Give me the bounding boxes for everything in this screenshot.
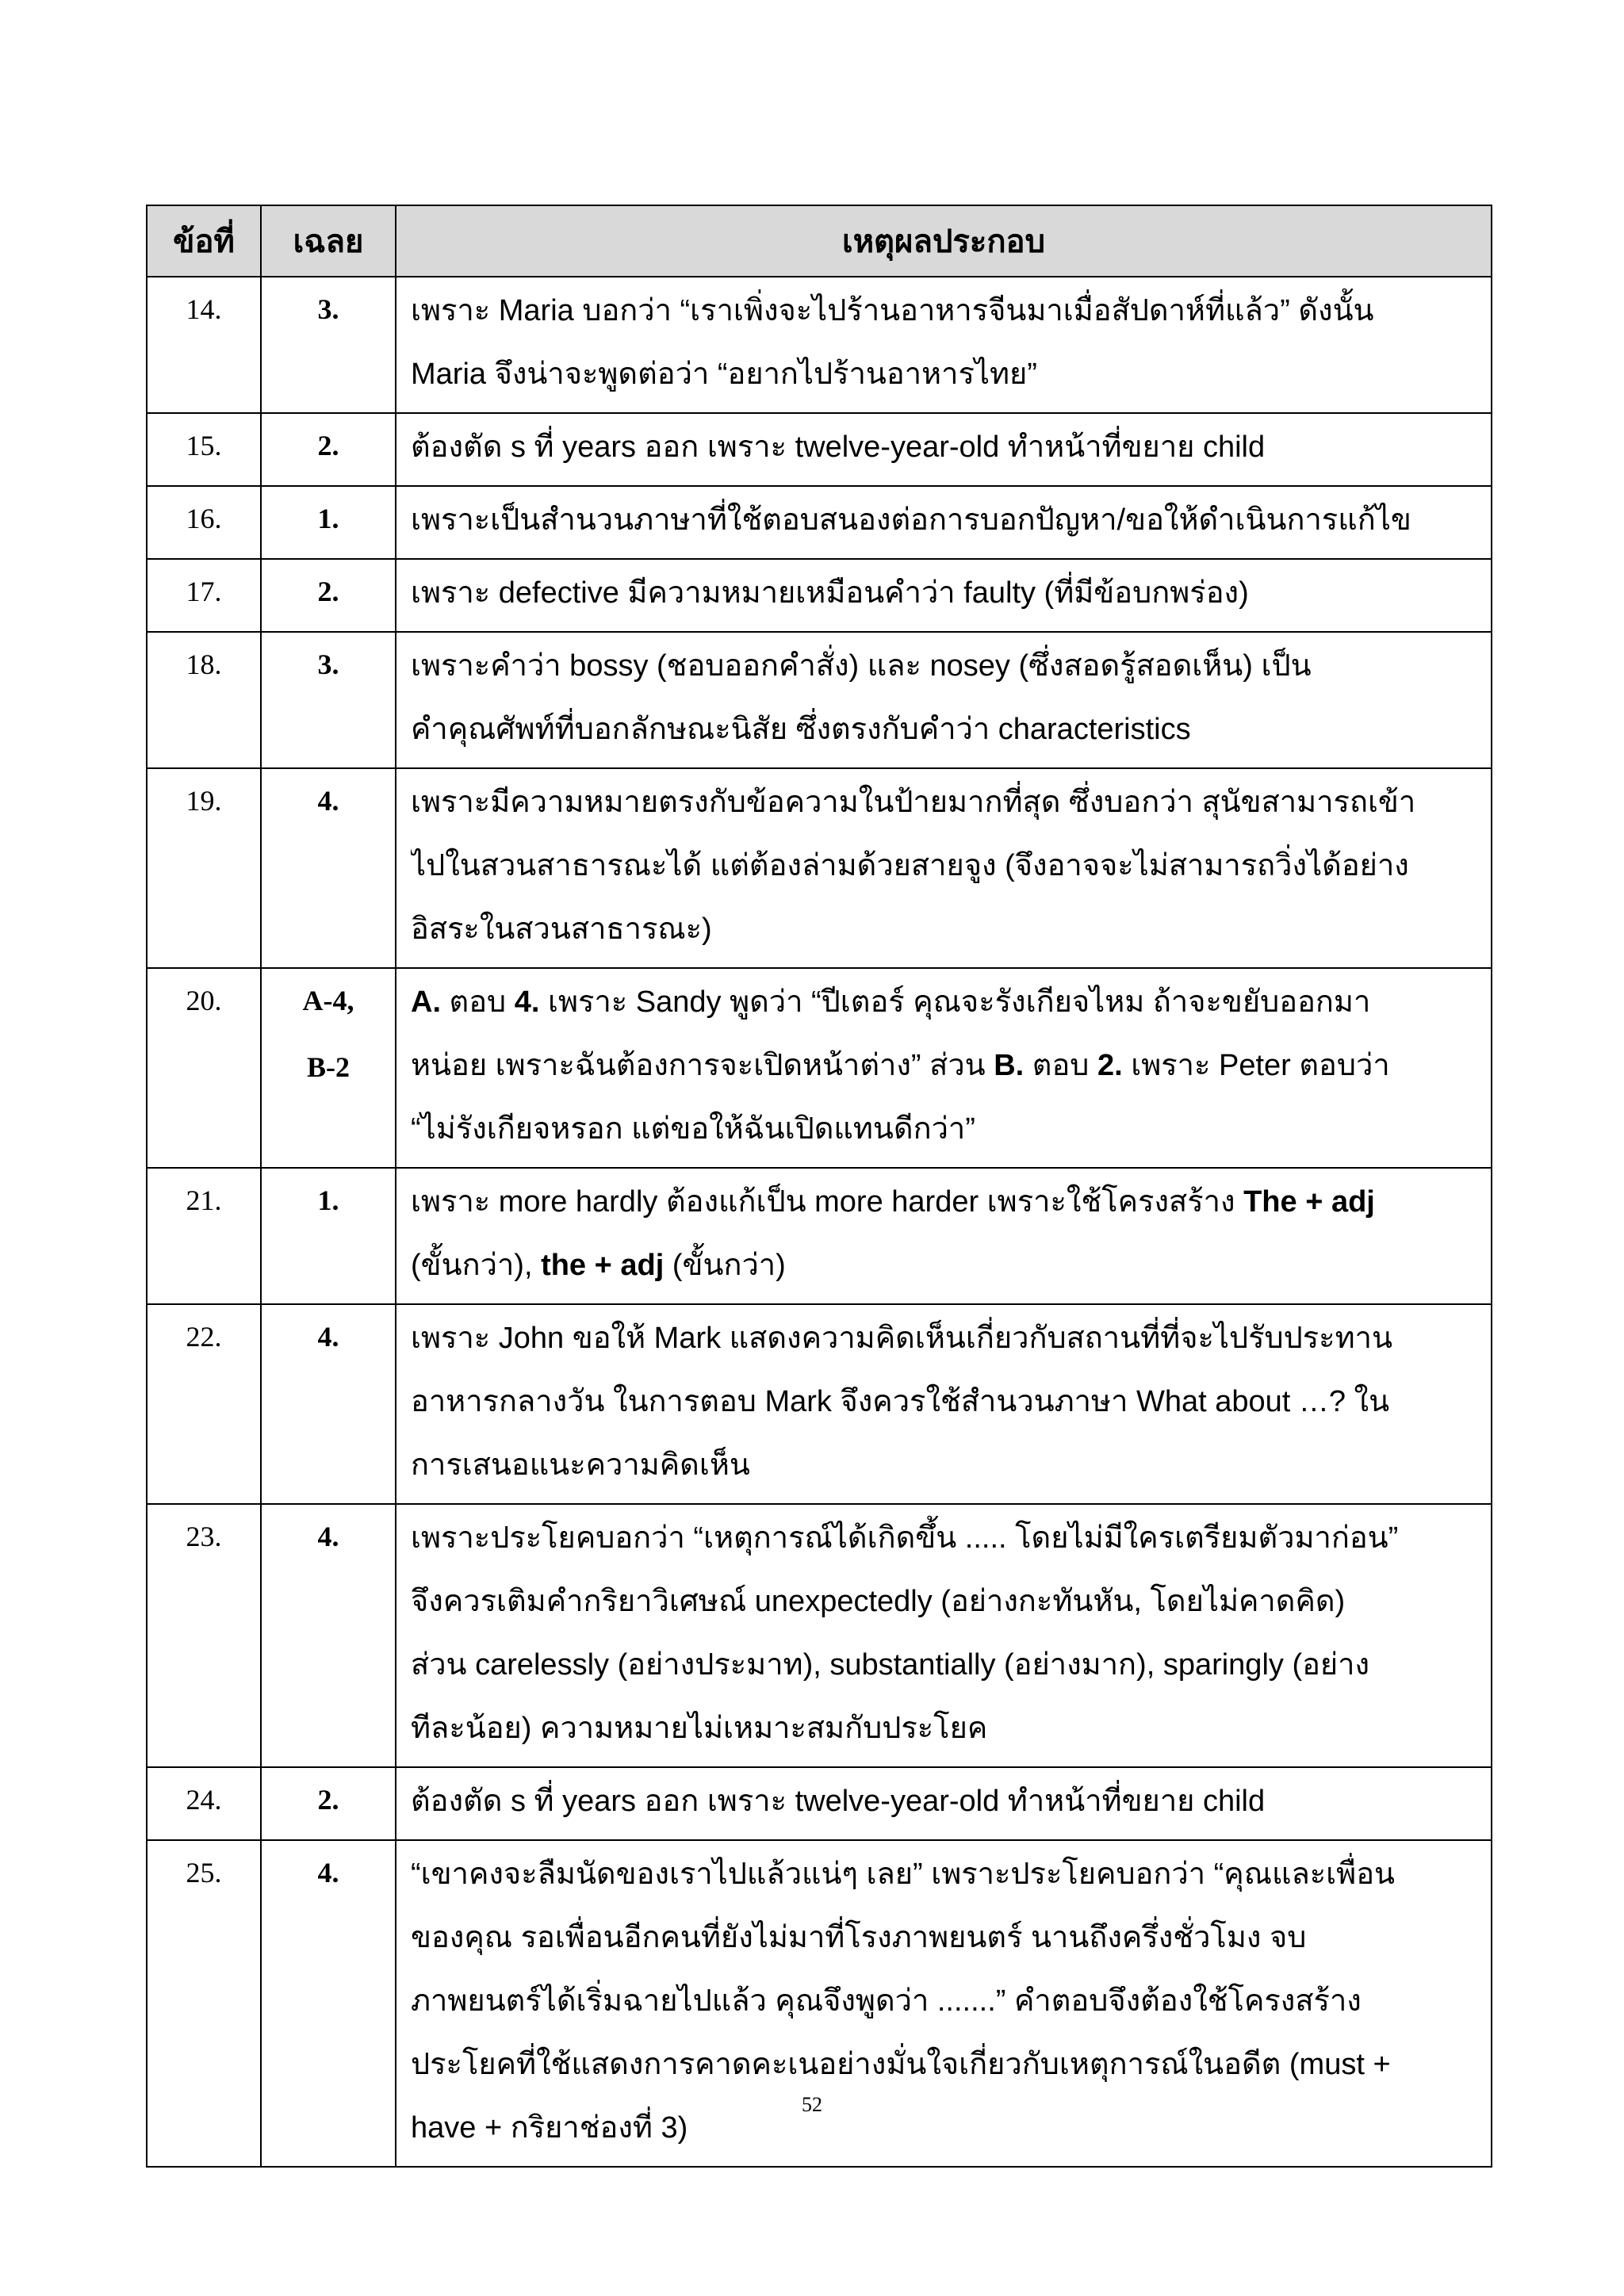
answer-cell	[261, 277, 396, 413]
item-number: 15.	[186, 430, 222, 461]
reason-line	[411, 1843, 1480, 1906]
reason-cell	[396, 768, 1492, 968]
reason-text: “เขาคงจะลืมนัดของเราไปแล้วแน่ๆ เลย” เพราะประโยคบอกว่า “คุณและเพื่อน	[411, 1858, 1395, 1891]
table-header-row	[147, 205, 1492, 277]
reason-line	[411, 1307, 1480, 1370]
reason-text: เพราะ Peter ตอบว่า	[1122, 1049, 1390, 1082]
table-row	[147, 968, 1492, 1168]
answer-cell	[261, 413, 396, 486]
table-row	[147, 768, 1492, 968]
answer-value: 2.	[317, 576, 339, 607]
header-reason: เหตุผลประกอบ	[396, 205, 1492, 277]
reason-text: เพราะ Maria บอกว่า “เราเพิ่งจะไปร้านอาหารจีนมาเมื่อสัปดาห์ที่แล้ว” ดังนั้น	[411, 294, 1374, 327]
table-row	[147, 1504, 1492, 1767]
table-row	[147, 1304, 1492, 1504]
item-number-cell	[147, 559, 261, 632]
item-number: 18.	[186, 649, 222, 680]
reason-text: ของคุณ รอเพื่อนอีกคนที่ยังไม่มาที่โรงภาพยนตร์ นานถึงครึ่งชั่วโมง จบ	[411, 1921, 1307, 1954]
reason-text: ไปในสวนสาธารณะได้ แต่ต้องล่ามด้วยสายจูง (จึงอาจจะไม่สามารถวิ่งได้อย่าง	[411, 849, 1409, 882]
reason-bold-text: The + adj	[1243, 1185, 1375, 1219]
answer-cell	[261, 1304, 396, 1504]
reason-line	[411, 1170, 1480, 1234]
reason-line	[411, 1969, 1480, 2033]
answer-cell	[261, 1504, 396, 1767]
reason-line	[411, 1770, 1480, 1833]
reason-line	[411, 1506, 1480, 1570]
item-number-cell	[147, 1767, 261, 1840]
item-number-cell	[147, 486, 261, 559]
reason-text: เพราะคำว่า bossy (ชอบออกคำสั่ง) และ nosey (ซึ่งสอดรู้สอดเห็น) เป็น	[411, 649, 1312, 683]
reason-bold-text: A.	[411, 985, 441, 1019]
answer-cell	[261, 632, 396, 768]
answer-value: 1.	[317, 1184, 339, 1216]
reason-text: เพราะ Sandy พูดว่า “ปีเตอร์ คุณจะรังเกียจไหม ถ้าจะขยับออกมา	[539, 985, 1371, 1019]
reason-text: ต้องตัด s ที่ years ออก เพราะ twelve-year-old ทำหน้าที่ขยาย child	[411, 430, 1266, 464]
reason-text: ทีละน้อย) ความหมายไม่เหมาะสมกับประโยค	[411, 1712, 988, 1745]
table-row	[147, 277, 1492, 413]
item-number: 21.	[186, 1184, 222, 1216]
reason-line	[411, 488, 1480, 552]
page-number: 52	[802, 2093, 822, 2116]
reason-line	[411, 1570, 1480, 1633]
answer-cell	[261, 1840, 396, 2167]
answer-cell	[261, 1168, 396, 1304]
item-number: 19.	[186, 785, 222, 817]
reason-text: ตอบ	[441, 985, 515, 1019]
reason-line	[411, 2033, 1480, 2096]
item-number: 16.	[186, 503, 222, 534]
item-number-cell	[147, 1304, 261, 1504]
reason-text: เพราะเป็นสำนวนภาษาที่ใช้ตอบสนองต่อการบอกปัญหา/ขอให้ดำเนินการแก้ไข	[411, 503, 1411, 537]
reason-line	[411, 1097, 1480, 1161]
answer-value: 4.	[317, 785, 339, 817]
reason-text: ต้องตัด s ที่ years ออก เพราะ twelve-year-old ทำหน้าที่ขยาย child	[411, 1785, 1266, 1818]
item-number-cell	[147, 1168, 261, 1304]
reason-line	[411, 1370, 1480, 1433]
reason-text: เพราะ defective มีความหมายเหมือนคำว่า faulty (ที่มีข้อบกพร่อง)	[411, 576, 1249, 610]
reason-line	[411, 1034, 1480, 1097]
reason-text: เพราะมีความหมายตรงกับข้อความในป้ายมากที่สุด ซึ่งบอกว่า สุนัขสามารถเข้า	[411, 786, 1416, 819]
reason-line	[411, 771, 1480, 834]
reason-text: เพราะ more hardly ต้องแก้เป็น more harder เพราะใช้โครงสร้าง	[411, 1185, 1244, 1219]
item-number: 24.	[186, 1784, 222, 1816]
table-body	[147, 277, 1492, 2167]
reason-text: Maria จึงน่าจะพูดต่อว่า “อยากไปร้านอาหารไทย”	[411, 358, 1037, 391]
reason-line	[411, 834, 1480, 897]
item-number: 22.	[186, 1321, 222, 1353]
answer-cell	[261, 1767, 396, 1840]
item-number-cell	[147, 1840, 261, 2167]
answer-value: 4.	[317, 1521, 339, 1552]
reason-text: เพราะประโยคบอกว่า “เหตุการณ์ได้เกิดขึ้น ..... โดยไม่มีใครเตรียมตัวมาก่อน”	[411, 1521, 1399, 1555]
reason-bold-text: 2.	[1097, 1049, 1123, 1082]
header-answer: เฉลย	[261, 205, 396, 277]
table-row	[147, 1767, 1492, 1840]
reason-text: คำคุณศัพท์ที่บอกลักษณะนิสัย ซึ่งตรงกับคำว่า characteristics	[411, 713, 1191, 746]
reason-text: ภาพยนตร์ได้เริ่มฉายไปแล้ว คุณจึงพูดว่า .......” คำตอบจึงต้องใช้โครงสร้าง	[411, 1984, 1362, 2018]
reason-line	[411, 1697, 1480, 1760]
reason-line	[411, 342, 1480, 406]
item-number: 25.	[186, 1857, 222, 1888]
answer-value: 3.	[317, 293, 339, 325]
reason-line	[411, 415, 1480, 479]
table-row	[147, 1840, 1492, 2167]
reason-cell	[396, 1168, 1492, 1304]
reason-text: (ขั้นกว่า)	[664, 1249, 786, 1282]
item-number-cell	[147, 1504, 261, 1767]
reason-text: have + กริยาช่องที่ 3)	[411, 2111, 688, 2145]
reason-line	[411, 1433, 1480, 1497]
reason-cell	[396, 968, 1492, 1168]
answer-table	[146, 205, 1492, 2168]
reason-line	[411, 561, 1480, 625]
table-row	[147, 486, 1492, 559]
reason-bold-text: B.	[994, 1049, 1025, 1082]
reason-line	[411, 970, 1480, 1034]
reason-line	[411, 634, 1480, 698]
reason-text: “ไม่รังเกียจหรอก แต่ขอให้ฉันเปิดแทนดีกว่า”	[411, 1112, 975, 1146]
answer-value: 4.	[317, 1857, 339, 1888]
reason-cell	[396, 486, 1492, 559]
reason-text: (ขั้นกว่า),	[411, 1249, 542, 1282]
reason-bold-text: 4.	[514, 985, 540, 1019]
item-number-cell	[147, 968, 261, 1168]
reason-text: ตอบ	[1024, 1049, 1097, 1082]
reason-cell	[396, 413, 1492, 486]
answer-value: A-4,	[302, 985, 354, 1016]
table-row	[147, 559, 1492, 632]
reason-line	[411, 279, 1480, 342]
reason-cell	[396, 1767, 1492, 1840]
reason-text: เพราะ John ขอให้ Mark แสดงความคิดเห็นเกี่ยวกับสถานที่ที่จะไปรับประทาน	[411, 1322, 1392, 1355]
answer-value: 4.	[317, 1321, 339, 1353]
reason-cell	[396, 277, 1492, 413]
reason-cell	[396, 1504, 1492, 1767]
reason-line	[411, 897, 1480, 961]
answer-value: B-2	[307, 1051, 350, 1083]
table-row	[147, 1168, 1492, 1304]
reason-text: ส่วน carelessly (อย่างประมาท), substantially (อย่างมาก), sparingly (อย่าง	[411, 1648, 1370, 1682]
reason-line	[411, 698, 1480, 761]
answer-cell	[261, 768, 396, 968]
item-number: 23.	[186, 1521, 222, 1552]
answer-cell	[261, 968, 396, 1168]
answer-value: 3.	[317, 649, 339, 680]
reason-cell	[396, 1304, 1492, 1504]
answer-cell	[261, 486, 396, 559]
reason-bold-text: the + adj	[541, 1249, 665, 1282]
reason-cell	[396, 559, 1492, 632]
item-number-cell	[147, 632, 261, 768]
item-number-cell	[147, 413, 261, 486]
header-item-number: ข้อที่	[147, 205, 261, 277]
reason-text: อาหารกลางวัน ในการตอบ Mark จึงควรใช้สำนวนภาษา What about …? ใน	[411, 1385, 1390, 1418]
answer-value: 2.	[317, 430, 339, 461]
reason-text: หน่อย เพราะฉันต้องการจะเปิดหน้าต่าง” ส่วน	[411, 1049, 994, 1082]
item-number: 17.	[186, 576, 222, 607]
reason-text: การเสนอแนะความคิดเห็น	[411, 1448, 750, 1482]
reason-text: ประโยคที่ใช้แสดงการคาดคะเนอย่างมั่นใจเกี่ยวกับเหตุการณ์ในอดีต (must +	[411, 2048, 1391, 2081]
answer-cell	[261, 559, 396, 632]
reason-line	[411, 1633, 1480, 1697]
table-row	[147, 632, 1492, 768]
item-number-cell	[147, 768, 261, 968]
reason-line	[411, 1234, 1480, 1297]
reason-cell	[396, 1840, 1492, 2167]
item-number-cell	[147, 277, 261, 413]
item-number: 14.	[186, 293, 222, 325]
reason-text: อิสระในสวนสาธารณะ)	[411, 913, 712, 946]
reason-line	[411, 1906, 1480, 1969]
reason-text: จึงควรเติมคำกริยาวิเศษณ์ unexpectedly (อย่างกะทันหัน, โดยไม่คาดคิด)	[411, 1585, 1346, 1618]
answer-value: 2.	[317, 1784, 339, 1816]
answer-value: 1.	[317, 503, 339, 534]
reason-cell	[396, 632, 1492, 768]
item-number: 20.	[186, 985, 222, 1016]
table-row	[147, 413, 1492, 486]
